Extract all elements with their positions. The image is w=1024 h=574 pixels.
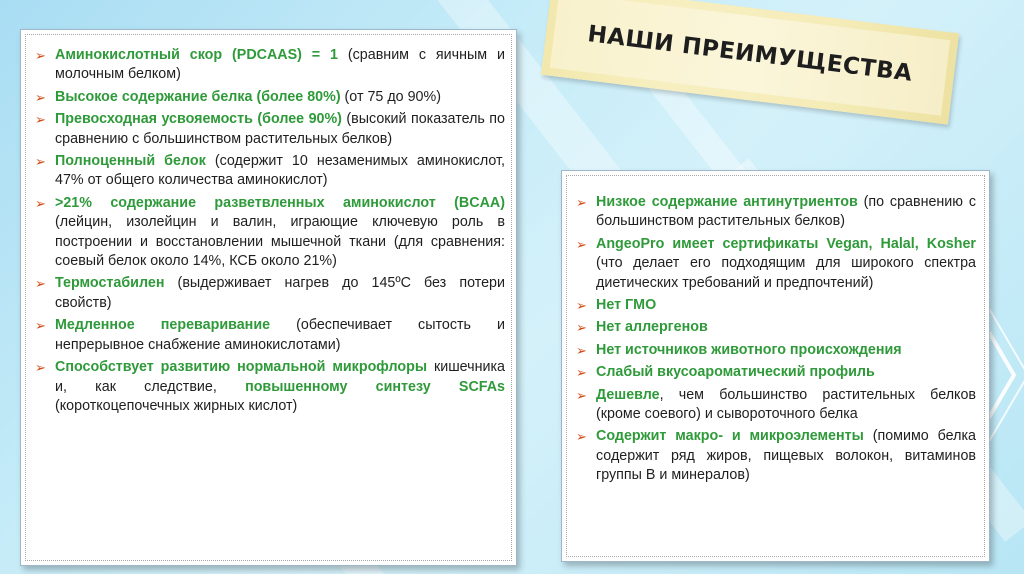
list-item [25,274,505,313]
item-text: (высокий показатель по сравнению с большинством растительных белков) [55,111,505,147]
item-bold-text: Аминокислотный скор (PDCAAS) = 1 [55,47,338,63]
item-bold-text: Слабый вкусоароматический профиль [596,364,875,381]
arrow-bullet-icon: ➢ [576,298,587,314]
list-item [25,88,505,107]
item-bold-text: Способствует развитию нормальной микрофлоры [55,359,428,376]
list-item [25,152,505,191]
list-item [566,386,976,425]
arrow-bullet-icon: ➢ [35,360,46,376]
list-item [566,427,976,485]
item-bold-text: Медленное переваривание [55,317,271,334]
item-text: кишечника и, как следствие, [55,359,505,395]
item-bold-text: Содержит макро- и микроэлементы [596,428,864,445]
item-text: (что делает его подходящим для широкого спектра диетических требований и предпочтений) [596,255,976,291]
list-item [25,46,505,85]
list-item [25,194,505,272]
arrow-bullet-icon: ➢ [35,48,46,63]
list-item [566,318,976,337]
arrow-bullet-icon: ➢ [35,154,46,170]
list-item [566,363,976,382]
list-item [25,358,505,416]
arrow-bullet-icon: ➢ [576,320,587,336]
item-text: (помимо белка содержит ряд жиров, пищевых волокон, витаминов группы B и минералов) [596,428,976,484]
item-bold-text: Низкое содержание антинутриентов [596,194,858,210]
item-text: (от 75 до 90%) [340,88,441,105]
item-bold-text: Нет источников животного происхождения [596,341,902,358]
arrow-bullet-icon: ➢ [576,236,587,252]
list-item [566,193,976,232]
list-item [566,296,976,315]
item-bold-text: Дешевле [596,386,660,403]
item-bold-text: >21% содержание разветвленных аминокислот (BCAA) [55,194,505,211]
item-bold-text: Полноценный белок [55,153,206,170]
arrow-bullet-icon: ➢ [35,112,46,128]
arrow-bullet-icon: ➢ [576,195,587,210]
arrow-bullet-icon: ➢ [576,429,587,445]
list-item [25,110,505,149]
item-text: (по сравнению с большинством растительных белков) [596,194,976,230]
item-text: (выдерживает нагрев до 145ºС без потери свойств) [55,275,505,311]
left-advantages-list [25,46,505,419]
list-item [25,316,505,355]
list-item [566,341,976,360]
arrow-bullet-icon: ➢ [576,342,587,358]
item-bold-text: AngeoPro имеет сертификаты Vegan, Halal, Kosher [596,235,976,252]
arrow-bullet-icon: ➢ [35,195,46,211]
advantages-card-right [561,170,990,562]
item-bold-text: Термостабилен [55,275,165,292]
item-bold-text: Высокое содержание белка (более 80%) [55,88,341,105]
item-text: (содержит 10 незаменимых аминокислот, 47% от общего количества аминокислот) [55,153,505,189]
item-text-2: (короткоцепочечных жирных кислот) [55,397,298,414]
item-text: (обеспечивает сытость и непрерывное снабжение аминокислотами) [55,317,505,353]
list-item [566,235,976,293]
arrow-bullet-icon: ➢ [35,276,46,292]
item-text: (сравним с яичным и молочным белком) [55,47,505,83]
item-text: , чем большинство растительных белков (кроме соевого) и сывороточного белка [596,386,976,423]
item-text: (лейцин, изолейцин и валин, играющие ключевую роль в построении и восстановлении мышечной ткани (для сравнения: соевый белок около 14%, КСБ около 21%) [55,214,505,270]
arrow-bullet-icon: ➢ [35,89,46,105]
arrow-bullet-icon: ➢ [576,387,587,403]
item-bold-text: Нет аллергенов [596,319,708,336]
right-advantages-list [566,193,976,489]
item-bold-text: Нет ГМО [596,297,657,314]
arrow-bullet-icon: ➢ [35,318,46,334]
item-bold-text: Превосходная усвояемость (более 90%) [55,111,342,128]
page-title: НАШИ ПРЕИМУЩЕСТВА [586,21,914,87]
advantages-card-left [20,29,517,566]
arrow-bullet-icon: ➢ [576,365,587,381]
item-bold-text-2: повышенному синтезу SCFAs [245,378,505,395]
